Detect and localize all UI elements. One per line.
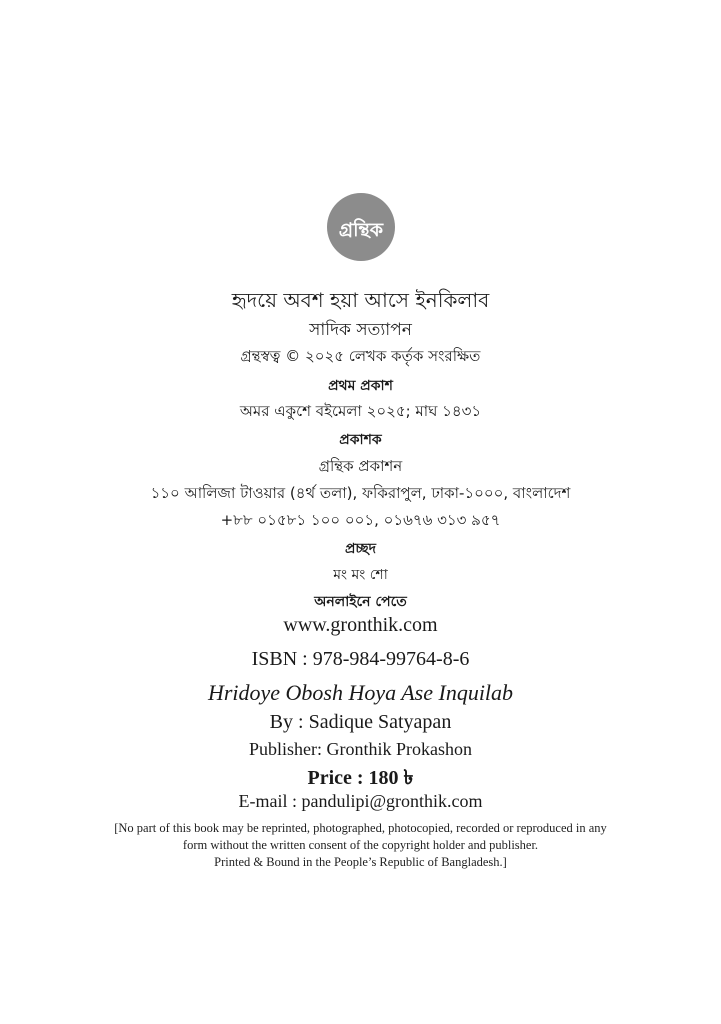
logo-text: গ্রন্থিক	[338, 219, 384, 241]
author-name-en: By : Sadique Satyapan	[269, 711, 452, 733]
website-link[interactable]: www.gronthik.com	[283, 614, 438, 636]
cover-label: প্রচ্ছদ	[344, 541, 377, 557]
copyright-disclaimer	[60, 820, 661, 871]
publisher-label: প্রকাশক	[339, 432, 382, 448]
cover-artist: মং মং শো	[333, 567, 388, 583]
disclaimer-line: Printed & Bound in the People’s Republic of Bangladesh.]	[214, 855, 507, 869]
price: Price : 180 ৳	[307, 767, 414, 789]
first-edition-label: প্রথম প্রকাশ	[328, 378, 393, 394]
disclaimer-line: [No part of this book may be reprinted, photographed, photocopied, recorded or reproduced in any	[114, 821, 607, 835]
book-title-bn: হৃদয়ে অবশ হয়া আসে ইনকিলাব	[231, 288, 490, 312]
publisher-name-en: Publisher: Gronthik Prokashon	[249, 739, 472, 759]
book-title-en: Hridoye Obosh Hoya Ase Inquilab	[207, 680, 514, 705]
isbn: ISBN : 978-984-99764-8-6	[251, 648, 470, 670]
publisher-address: ১১০ আলিজা টাওয়ার (৪র্থ তলা), ফকিরাপুল, ঢাকা-১০০০, বাংলাদেশ	[150, 484, 571, 502]
first-edition-value: অমর একুশে বইমেলা ২০২৫; মাঘ ১৪৩১	[239, 402, 482, 420]
publisher-phone: +৮৮ ০১৫৮১ ১০০ ০০১, ০১৬৭৬ ৩১৩ ৯৫৭	[220, 511, 501, 529]
disclaimer-line: form without the written consent of the copyright holder and publisher.	[182, 838, 539, 852]
email-address[interactable]: E-mail : pandulipi@gronthik.com	[238, 791, 483, 811]
copyright-notice: গ্রন্থস্বত্ব © ২০২৫ লেখক কর্তৃক সংরক্ষিত	[240, 347, 481, 365]
author-name-bn: সাদিক সত্যাপন	[309, 320, 412, 340]
gronthik-logo-icon	[326, 192, 396, 262]
publisher-name-bn: গ্রন্থিক প্রকাশন	[318, 457, 403, 475]
online-label: অনলাইনে পেতে	[314, 594, 407, 610]
